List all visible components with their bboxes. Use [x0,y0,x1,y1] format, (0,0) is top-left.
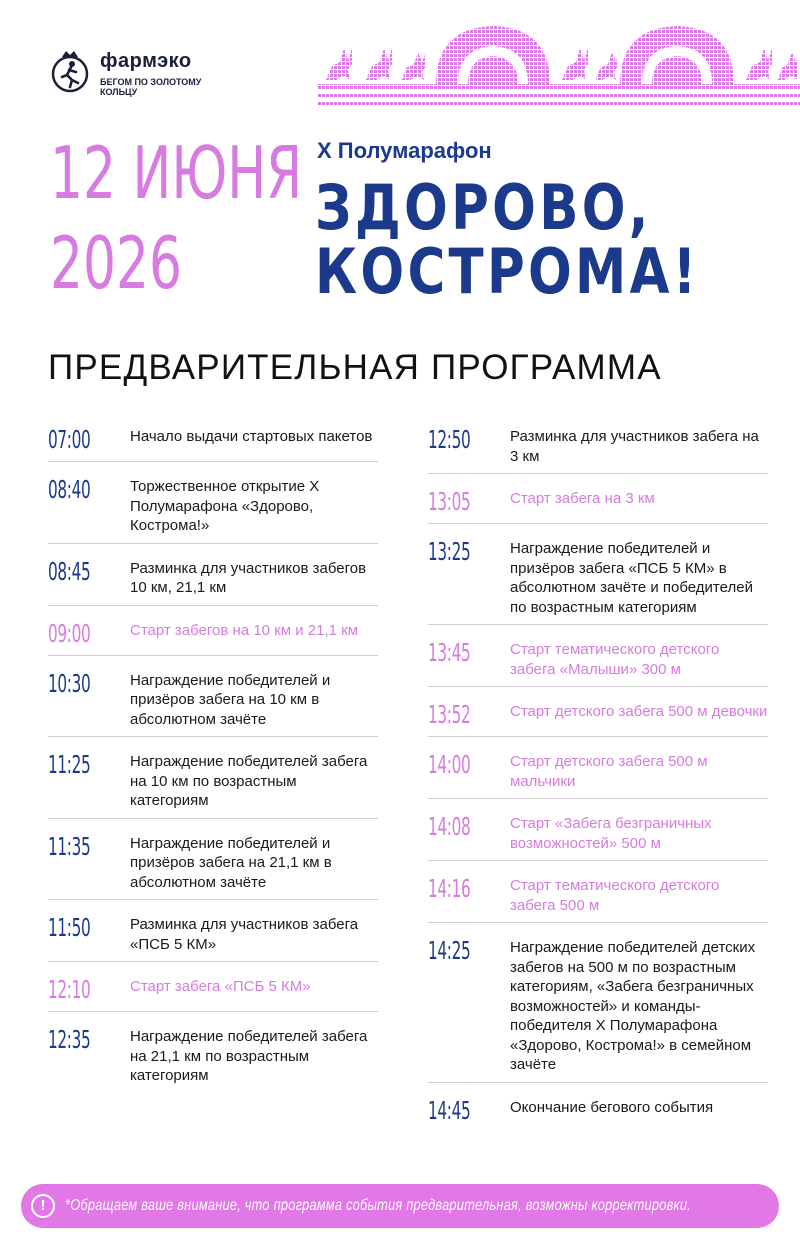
schedule-description: Разминка для участников забега «ПСБ 5 КМ» [130,916,359,953]
schedule-row [48,962,378,1012]
schedule-description: Награждение победителей забега на 10 км по возрастным категориям [130,753,368,809]
schedule-description: Старт детского забега 500 м девочки [510,703,768,720]
schedule-row [428,474,768,524]
organizer-logo [50,47,260,97]
disclaimer-banner [21,1184,779,1228]
schedule-time: 11:50 [48,913,91,942]
logo-tagline-line-2: КОЛЬЦУ [100,87,138,97]
schedule-description: Награждение победителей забега на 21,1 км по возрастным категориям [130,1028,368,1084]
disclaimer-text: *Обращаем ваше внимание, что программа события предварительная, возможны корректировки. [65,1197,691,1214]
info-icon: ! [31,1194,55,1218]
schedule-row [428,737,768,799]
schedule-time: 13:45 [428,638,471,667]
schedule-column-left [48,412,378,1093]
logo-tagline [100,77,240,97]
schedule-time: 08:40 [48,475,91,504]
schedule-row [48,737,378,819]
schedule-description: Награждение победителей и призёров забега на 10 км в абсолютном зачёте [130,671,331,728]
schedule-time: 11:25 [48,750,91,779]
schedule-time: 13:25 [428,537,471,566]
schedule-description: Старт тематического детского забега 500 м [510,877,720,914]
event-subtitle: X Полумарафон [317,138,492,163]
schedule-time: 12:35 [48,1025,91,1054]
schedule-row [428,1083,768,1132]
schedule-time: 14:00 [428,750,471,779]
schedule-time: 14:08 [428,812,471,841]
schedule-row [48,544,378,606]
schedule-description: Окончание бегового события [510,1098,714,1116]
event-date-day: 12 ИЮНЯ [50,131,303,215]
schedule-description: Старт тематического детского забега «Малыши» 300 м [510,641,720,678]
schedule-description: Разминка для участников забега на 3 км [510,428,759,465]
schedule-time: 11:35 [48,831,91,861]
schedule-row [428,687,768,737]
logo-name: фармэко [100,50,192,72]
schedule-description: Начало выдачи стартовых пакетов [130,428,373,445]
schedule-time: 12:10 [48,975,91,1004]
runner-emblem-icon [50,47,90,95]
embroidery-hares-ornament-icon [318,18,800,110]
schedule-column-right [428,412,768,1132]
schedule-description: Награждение победителей и призёров забега «ПСБ 5 КМ» в абсолютном зачёте и победителей по возрастным категориям [510,540,753,616]
schedule-description: Старт забегов на 10 км и 21,1 км [130,621,359,639]
schedule-description: Разминка для участников забегов 10 км, 21,1 км [130,559,367,596]
schedule-row [48,606,378,656]
program-heading: ПРЕДВАРИТЕЛЬНАЯ ПРОГРАММА [48,348,662,387]
schedule-description: Награждение победителей и призёров забега на 21,1 км в абсолютном зачёте [130,834,332,891]
schedule-time: 14:25 [428,936,471,965]
schedule-time: 07:00 [48,425,91,454]
schedule-row [428,625,768,687]
schedule-time: 12:50 [428,425,471,454]
schedule-time: 08:45 [48,556,91,586]
schedule-row [428,412,768,474]
schedule-time: 14:45 [428,1095,471,1125]
schedule-description: Старт забега на 3 км [510,490,655,507]
schedule-description: Старт забега «ПСБ 5 КМ» [130,978,311,995]
schedule-description: Торжественное открытие X Полумарафона «Здорово, Кострома!» [130,478,320,534]
event-date [50,128,302,308]
logo-tagline-line-1: БЕГОМ ПО ЗОЛОТОМУ [100,77,202,87]
schedule-row [48,1012,378,1093]
event-title-line-2: КОСТРОМА! [315,235,700,308]
schedule-row [48,656,378,738]
schedule-row [428,524,768,625]
schedule-row [48,900,378,962]
schedule-description: Старт «Забега безграничных возможностей» 500 м [510,815,712,852]
schedule-row [48,819,378,901]
schedule-row [48,412,378,462]
schedule-time: 13:05 [428,487,471,516]
schedule-row [48,462,378,544]
schedule-description: Награждение победителей детских забегов на 500 м по возрастным категориям, «Забега безграничных возможностей» и команды-победителя X Полумарафона «Здорово, Кострома!» в семейном зачёте [510,939,756,1073]
schedule-time: 10:30 [48,668,91,698]
schedule-description: Старт детского забега 500 м мальчики [510,753,708,790]
schedule-row [428,861,768,923]
schedule-time: 13:52 [428,700,471,729]
event-title-line-1: ЗДОРОВО, [315,171,652,244]
schedule-row [428,799,768,861]
event-title [315,171,700,308]
schedule-time: 14:16 [428,874,471,903]
schedule-time: 09:00 [48,618,91,648]
schedule-row [428,923,768,1083]
event-date-year: 2026 [50,221,182,305]
